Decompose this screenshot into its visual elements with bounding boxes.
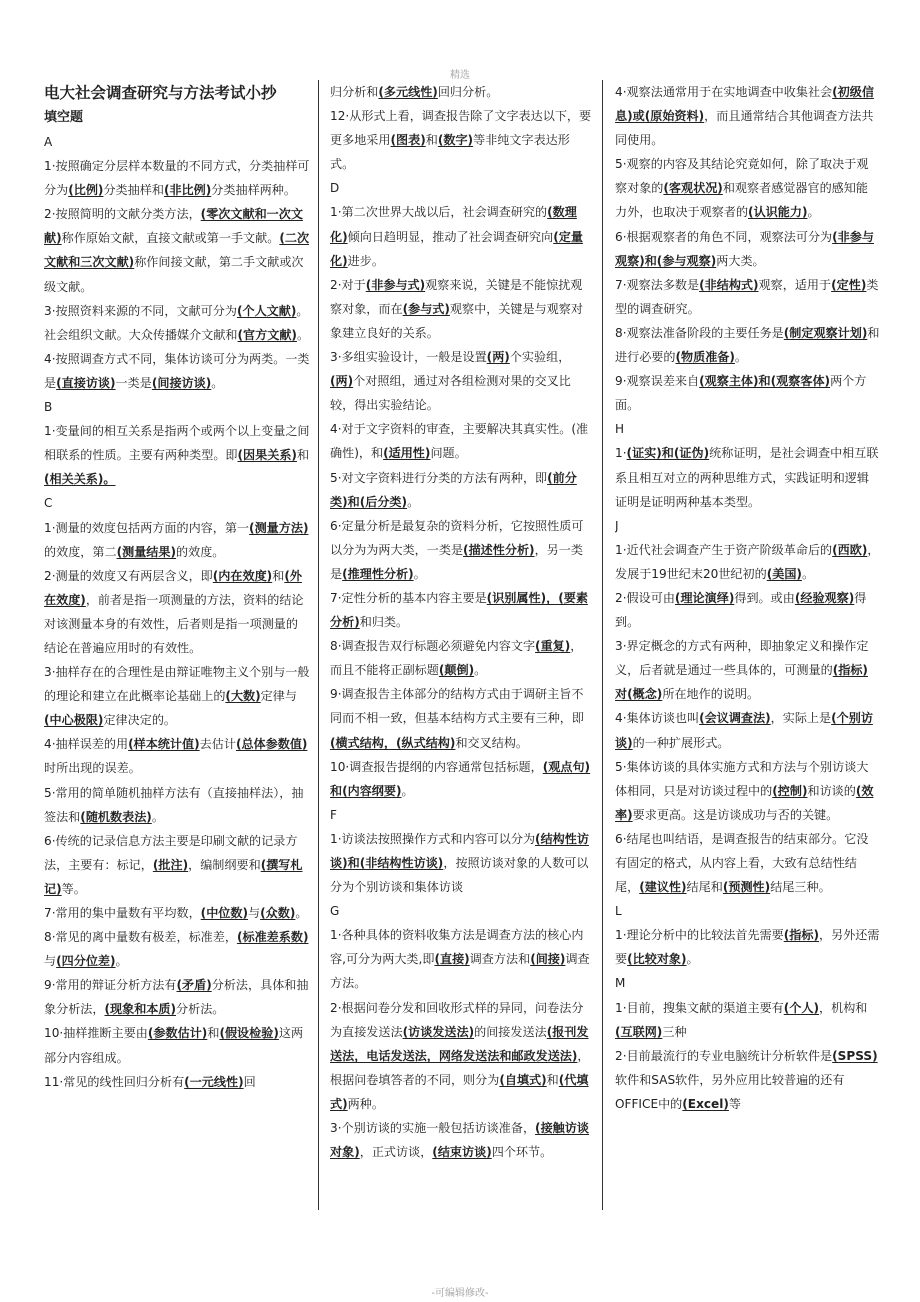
answer-blank: (描述性分析) xyxy=(463,542,535,557)
answer-blank: (前分类)和(后分类) xyxy=(330,470,577,509)
question-item: 归分析和(多元线性)回归分析。 xyxy=(330,85,499,99)
answer-blank: (指标)对(概念) xyxy=(615,663,868,702)
answer-blank: (理论演绎) xyxy=(674,590,735,605)
answer-blank: (间接) xyxy=(530,952,566,967)
question-item: 3·界定概念的方式有两种，即抽象定义和操作定义，后者就是通过一些具体的，可测量的(指标)对(概念)所在地作的说明。 xyxy=(615,639,869,702)
letter-heading: L xyxy=(615,904,622,919)
answer-blank: (制定观察计划) xyxy=(783,325,868,340)
letter-heading: G xyxy=(330,904,340,919)
answer-blank: (测量结果) xyxy=(116,544,177,559)
answer-blank: (个别访谈) xyxy=(615,711,873,750)
answer-blank: (自填式) xyxy=(499,1072,547,1087)
answer-blank: (会议调查法) xyxy=(699,711,771,726)
answer-blank: (零次文献和一次文献) xyxy=(44,207,303,246)
footer-watermark: -可编辑修改- xyxy=(431,1288,489,1299)
answer-blank: (证实)和(证伪) xyxy=(626,446,710,461)
answer-blank: (两) xyxy=(330,374,354,389)
question-item: 1·目前，搜集文献的渠道主要有(个人)，机构和(互联网)三种 xyxy=(615,1000,868,1039)
answer-blank: (定性) xyxy=(831,277,867,292)
answer-blank: (定量化) xyxy=(330,229,583,268)
question-item: 8·常见的离中量数有极差，标准差，(标准差系数)与(四分位差)。 xyxy=(44,930,309,969)
answer-blank: (个人) xyxy=(783,1000,820,1015)
answer-blank: (美国) xyxy=(766,566,802,581)
answer-blank: (相关关系)。 xyxy=(44,472,116,487)
question-item: 4·集体访谈也叫(会议调查法)，实际上是(个别访谈)的一种扩展形式。 xyxy=(615,711,873,750)
answer-blank: (Excel) xyxy=(682,1096,729,1111)
answer-blank: (识别属性)，(要素分析) xyxy=(330,590,588,630)
answer-blank: (结构性访谈)和(非结构性访谈) xyxy=(330,831,589,870)
question-item: 1·测量的效度包括两方面的内容，第一(测量方法)的效度，第二(测量结果)的效度。 xyxy=(44,520,309,559)
answer-blank: (大数) xyxy=(225,689,261,704)
answer-blank: (个人文献) xyxy=(236,303,297,318)
answer-blank: (横式结构，(纵式结构) xyxy=(330,735,456,750)
question-item: 9·常用的辩证分析方法有(矛盾)分析法，具体和抽象分析法，(现象和本质)分析法。 xyxy=(44,978,309,1017)
letter-heading: M xyxy=(615,976,626,991)
answer-blank: (数理化) xyxy=(330,205,577,244)
question-item: 10·抽样推断主要由(参数估计)和(假设检验)这两部分内容组成。 xyxy=(44,1026,304,1065)
answer-blank: (颠倒) xyxy=(438,663,475,678)
question-item: 3·多组实验设计，一般是设置(两)个实验组，(两)个对照组，通过对各组检测对果的交叉比较，得出实验结论。 xyxy=(330,350,571,413)
question-item: 8·观察法准备阶段的主要任务是(制定观察计划)和进行必要的(物质准备)。 xyxy=(615,325,880,365)
answer-blank: (数字) xyxy=(437,133,474,148)
letter-heading: A xyxy=(44,135,53,149)
answer-blank: (四分位差) xyxy=(56,954,116,969)
column-1 xyxy=(44,80,310,1280)
question-item: 1·各种具体的资料收集方法是调查方法的核心内容,可分为两大类,即(直接)调查方法和(间接)调查方法。 xyxy=(330,928,590,991)
question-item: 1·按照确定分层样本数量的不同方式，分类抽样可分为(比例)分类抽样和(非比例)分类抽样两种。 xyxy=(44,159,310,198)
question-item: 4·对于文字资料的审查，主要解决其真实性。(准确性)，和(适用性)问题。 xyxy=(330,422,589,461)
header-watermark: 精选 xyxy=(450,70,470,81)
answer-blank: (标准差系数) xyxy=(236,930,309,945)
answer-blank: (互联网) xyxy=(615,1024,663,1039)
answer-blank: (中心极限) xyxy=(44,713,104,728)
answer-blank: (接触访谈对象) xyxy=(330,1121,589,1160)
answer-blank: (撰写札记) xyxy=(44,857,303,896)
question-item: 3·按照资料来源的不同，文献可分为(个人文献)。社会组织文献。大众传播媒介文献和(官方文献)。 xyxy=(44,303,310,342)
answer-blank: (样本统计值) xyxy=(128,737,200,752)
answer-blank: (假设检验) xyxy=(219,1026,279,1041)
letter-heading: H xyxy=(615,422,625,437)
question-item: 8·调查报告双行标题必须避免内容文字(重复)，而且不能将正副标题(颠倒)。 xyxy=(330,639,583,678)
question-item: 1·(证实)和(证伪)统称证明，是社会调查中相互联系且相互对立的两种思维方式，实践证明和逻辑证明是证明两种基本类型。 xyxy=(615,446,879,509)
answer-blank: (访谈发送法) xyxy=(402,1024,475,1039)
answer-blank: (非参与式) xyxy=(365,277,426,292)
answer-blank: (观察主体)和(观察客体) xyxy=(699,374,831,389)
question-item: 9·观察误差来自(观察主体)和(观察客体)两个方面。 xyxy=(615,374,867,413)
answer-blank: (批注) xyxy=(152,857,189,872)
answer-blank: (适用性) xyxy=(383,446,431,461)
answer-blank: (直接) xyxy=(434,952,470,967)
answer-blank: (物质准备) xyxy=(675,350,735,365)
question-item: 4·按照调查方式不同，集体访谈可分为两类。一类是(直接访谈)一类是(间接访谈)。 xyxy=(44,351,310,390)
column-2-body xyxy=(330,80,593,1164)
column-2 xyxy=(330,80,593,1280)
answer-blank: (非参与观察)和(参与观察) xyxy=(615,229,874,268)
letter-heading: J xyxy=(615,518,619,533)
answer-blank: (指标) xyxy=(783,928,820,943)
answer-blank: (一元线性) xyxy=(184,1074,244,1089)
question-item: 6·结尾也叫结语，是调查报告的结束部分。它没有固定的格式，从内容上看，大致有总结性结尾，(建议性)结尾和(预测性)结尾三种。 xyxy=(615,831,869,895)
question-item: 3·个别访谈的实施一般包括访谈准备，(接触访谈对象)，正式访谈，(结束访谈)四个环节。 xyxy=(330,1121,589,1160)
answer-blank: (重复) xyxy=(535,639,571,654)
answer-blank: (参与式) xyxy=(402,301,450,316)
answer-blank: (随机数表法) xyxy=(80,809,152,824)
question-item: 4·观察法通常用于在实地调查中收集社会(初级信息)或(原始资料)，而且通常结合其他调查方法共同使用。 xyxy=(615,85,874,148)
question-item: 9·调查报告主体部分的结构方式由于调研主旨不同而不相一致，但基本结构方式主要有三种，即(横式结构，(纵式结构)和交叉结构。 xyxy=(330,687,584,750)
answer-blank: (西欧) xyxy=(832,542,868,557)
question-item: 7·观察法多数是(非结构式)观察，适用于(定性)类型的调查研究。 xyxy=(615,277,879,316)
answer-blank: (观点句)和(内容纲要) xyxy=(330,759,591,798)
letter-heading: B xyxy=(44,400,53,415)
answer-blank: (两) xyxy=(486,350,510,365)
column-divider xyxy=(318,80,319,1210)
answer-blank: (直接访谈) xyxy=(56,375,116,390)
section-heading: 填空题 xyxy=(44,110,84,125)
answer-blank: (报刊发送法，电话发送法，网络发送法和邮政发送法) xyxy=(330,1024,589,1063)
question-item: 4·抽样误差的用(样本统计值)去估计(总体参数值)时所出现的误差。 xyxy=(44,737,308,776)
answer-blank: (测量方法) xyxy=(249,520,309,535)
answer-blank: (经验观察) xyxy=(794,590,855,605)
question-item: 5·观察的内容及其结论究竟如何，除了取决于观察对象的(客观状况)和观察者感觉器官的感知能力外，也取决于观察者的(认识能力)。 xyxy=(615,157,869,220)
answer-blank: (图表) xyxy=(390,133,426,148)
answer-blank: (代填式) xyxy=(330,1072,589,1111)
question-item: 2·根据问卷分发和回收形式样的异同，问卷法分为直接发送法(访谈发送法)的间接发送法(报刊发送法，电话发送法，网络发送法和邮政发送法)，根据问卷填答者的不同，则分为(自填式)和(代填式)两种。 xyxy=(330,1000,590,1111)
answer-blank: (推理性分析) xyxy=(342,566,414,581)
question-item: 1·近代社会调查产生于资产阶级革命后的(西欧)，发展于19世纪末20世纪初的(美国)。 xyxy=(615,542,880,581)
answer-blank: (外在效度) xyxy=(44,568,302,607)
answer-blank: (众数) xyxy=(260,906,296,920)
answer-blank: (二次文献和三次文献) xyxy=(44,231,310,270)
letter-heading: D xyxy=(330,181,340,196)
question-item: 1·理论分析中的比较法首先需要(指标)，另外还需要(比较对象)。 xyxy=(615,928,880,967)
answer-blank: (参数估计) xyxy=(147,1026,208,1041)
answer-blank: (初级信息)或(原始资料) xyxy=(615,85,874,124)
answer-blank: (结束访谈) xyxy=(432,1145,492,1160)
question-item: 6·根据观察者的角色不同，观察法可分为(非参与观察)和(参与观察)两大类。 xyxy=(615,229,874,268)
column-1-body xyxy=(44,130,310,1094)
answer-blank: (中位数) xyxy=(200,906,249,920)
answer-blank: (认识能力) xyxy=(748,205,808,220)
answer-blank: (比例) xyxy=(68,183,104,198)
answer-blank: (多元线性) xyxy=(378,85,438,99)
column-divider xyxy=(602,80,603,1210)
column-3 xyxy=(615,80,880,1280)
question-item: 1·访谈法按照操作方式和内容可以分为(结构性访谈)和(非结构性访谈)，按照访谈对象的人数可以分为个别访谈和集体访谈 xyxy=(330,831,589,895)
question-item: 2·目前最流行的专业电脑统计分析软件是(SPSS)软件和SAS软件，另外应用比较普遍的还有OFFICE中的(Excel)等 xyxy=(615,1048,878,1111)
page-title: 电大社会调查研究与方法考试小抄 xyxy=(44,84,277,102)
question-item: 5·常用的简单随机抽样方法有（直接抽样法），抽签法和(随机数表法)。 xyxy=(44,785,304,824)
question-item: 5·集体访谈的具体实施方式和方法与个别访谈大体相同，只是对访谈过程中的(控制)和访谈的(效率)要求更高。这是访谈成功与否的关键。 xyxy=(615,759,874,822)
answer-blank: (总体参数值) xyxy=(235,737,308,752)
question-item: 2·测量的效度又有两层含义，即(内在效度)和(外在效度)，前者是指一项测量的方法，资料的结论对该测量本身的有效性，后者则是指一项测量的结论在普遍应用时的有效性。 xyxy=(44,568,304,655)
question-item: 6·传统的记录信息方法主要是印刷文献的记录方法，主要有：标记，(批注)，编制纲要和(撰写札记)等。 xyxy=(44,833,303,896)
answer-blank: (现象和本质) xyxy=(104,1002,177,1017)
question-item: 7·定性分析的基本内容主要是(识别属性)，(要素分析)和归类。 xyxy=(330,590,588,630)
answer-blank: (效率) xyxy=(615,783,874,822)
question-item: 1·第二次世界大战以后，社会调查研究的(数理化)倾向日趋明显，推动了社会调查研究向(定量化)进步。 xyxy=(330,205,583,268)
answer-blank: (预测性) xyxy=(722,880,771,895)
question-item: 2·按照简明的文献分类方法，(零次文献和一次文献)称作原始文献，直接文献或第一手文献。(二次文献和三次文献)称作间接文献，第二手文献或次级文献。 xyxy=(44,207,310,294)
answer-blank: (矛盾) xyxy=(176,978,212,993)
answer-blank: (非比例) xyxy=(163,183,212,198)
column-3-body xyxy=(615,80,880,1116)
answer-blank: (非结构式) xyxy=(699,277,759,292)
answer-blank: (内在效度) xyxy=(212,568,273,583)
answer-blank: (因果关系) xyxy=(237,448,297,463)
question-item: 10·调查报告提纲的内容通常包括标题，(观点句)和(内容纲要)。 xyxy=(330,759,591,798)
question-item: 2·对于(非参与式)观察来说，关键是不能惊扰观察对象，而在(参与式)观察中，关键是与观察对象建立良好的关系。 xyxy=(330,277,583,340)
question-item: 6·定量分析是最复杂的资料分析，它按照性质可以分为为两大类，一类是(描述性分析)，另一类是(推理性分析)。 xyxy=(330,518,584,581)
letter-heading: F xyxy=(330,807,337,822)
question-item: 7·常用的集中量数有平均数，(中位数)与(众数)。 xyxy=(44,906,308,920)
question-item: 12·从形式上看，调查报告除了文字表达以下，要更多地采用(图表)和(数字)等非纯文字表达形式。 xyxy=(330,109,592,172)
question-item: 11·常见的线性回归分析有(一元线性)回 xyxy=(44,1074,256,1089)
answer-blank: (控制) xyxy=(772,783,808,798)
question-item: 3·抽样存在的合理性是由辩证唯物主义个别与一般的理论和建立在此概率论基础上的(大数)定律与(中心极限)定律决定的。 xyxy=(44,665,310,728)
answer-blank: (客观状况) xyxy=(663,181,723,196)
letter-heading: C xyxy=(44,496,53,511)
answer-blank: (SPSS) xyxy=(832,1048,878,1063)
question-item: 2·假设可由(理论演绎)得到。或由(经验观察)得到。 xyxy=(615,590,867,630)
question-item: 1·变量间的相互关系是指两个或两个以上变量之间相联系的性质。主要有两种类型。即(因果关系)和(相关关系)。 xyxy=(44,424,310,487)
answer-blank: (比较对象) xyxy=(627,952,687,967)
answer-blank: (官方文献) xyxy=(237,327,297,342)
question-item: 5·对文字资料进行分类的方法有两种，即(前分类)和(后分类)。 xyxy=(330,470,577,509)
answer-blank: (建议性) xyxy=(639,880,687,895)
answer-blank: (间接访谈) xyxy=(151,375,212,390)
